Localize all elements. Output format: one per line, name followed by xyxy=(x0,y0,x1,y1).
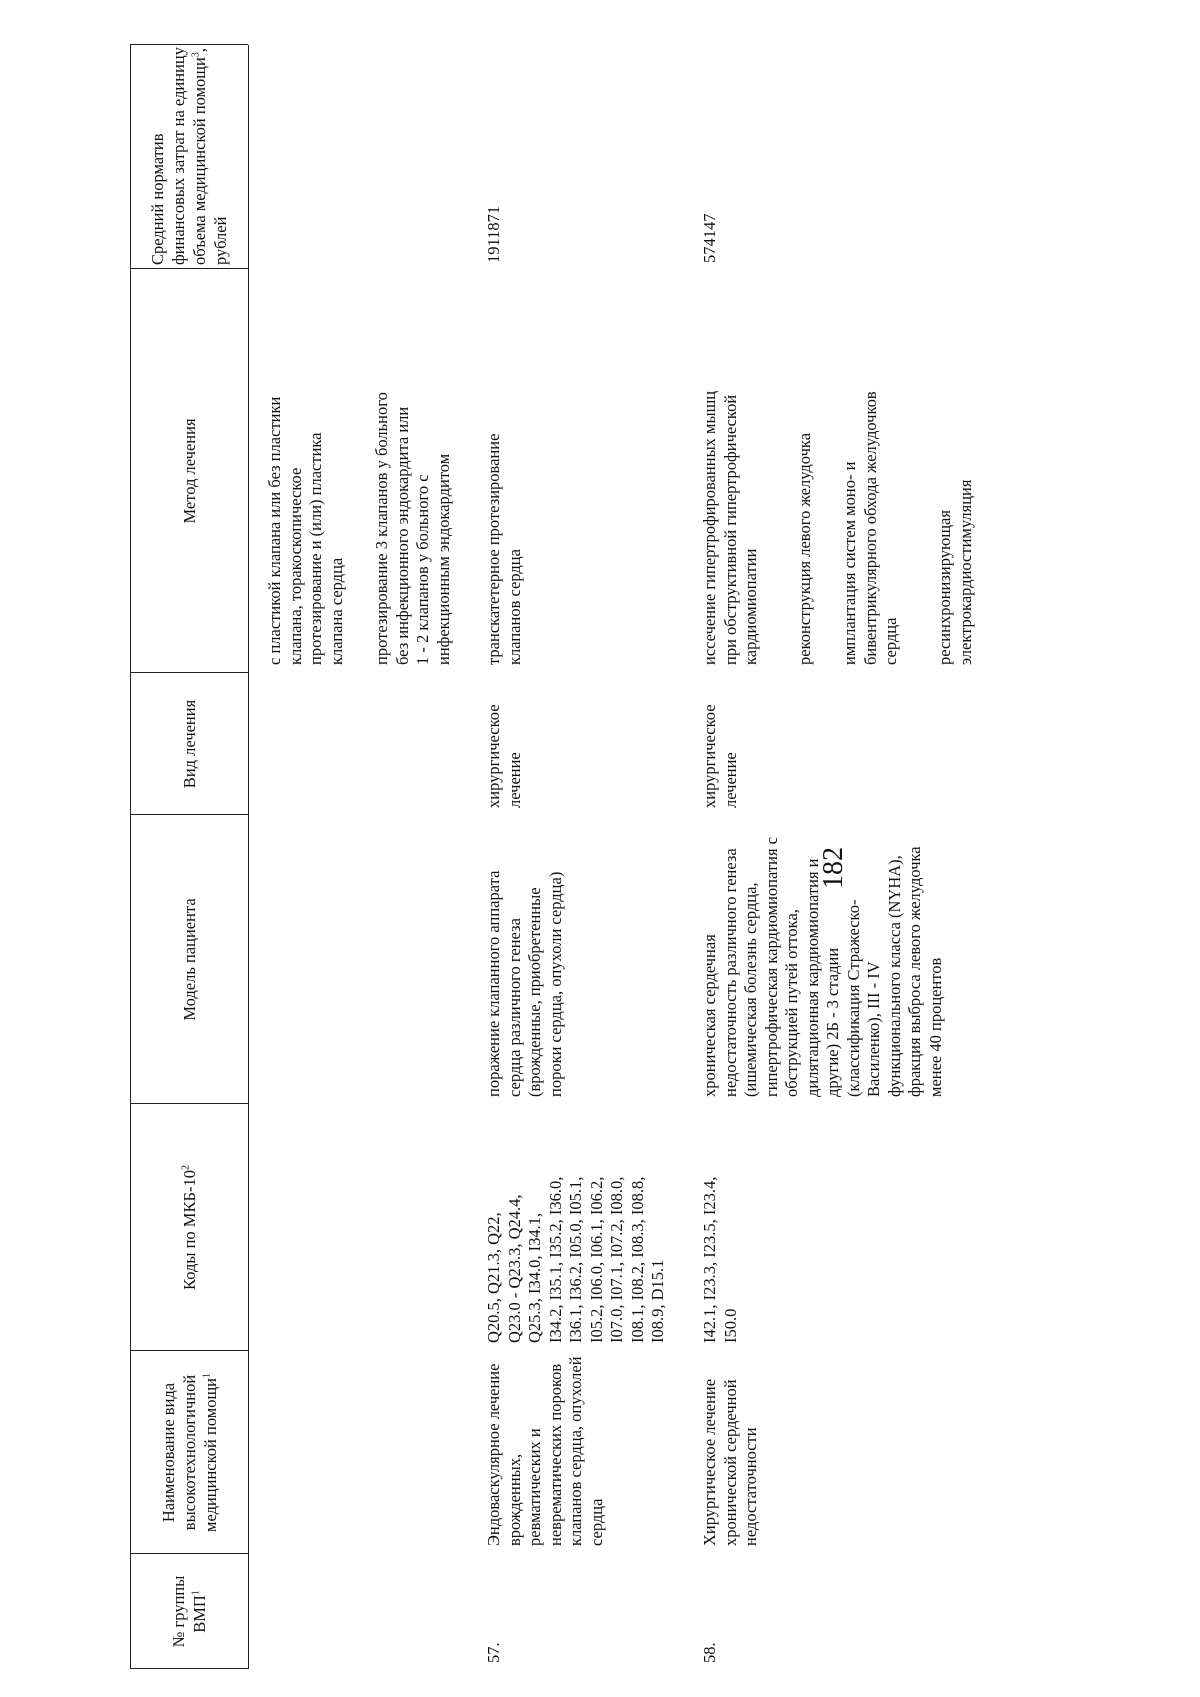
header-patient-model: Модель пациента xyxy=(179,898,199,1021)
treatment-method: имплантация систем моно- и бивентрикулярного обхода желудочков сердца xyxy=(840,391,900,665)
header-icd-codes: Коды по МКБ-$10^2$ xyxy=(179,1165,199,1290)
cost-value: 574147 xyxy=(700,213,719,263)
header-group-number: № группы ВМП$^1$ xyxy=(169,1575,209,1648)
continuation-method-2: протезирование 3 клапанов у больного без инфекционного эндокардита или 1 - 2 клапанов у больного с инфекционным эндокардитом xyxy=(372,392,453,665)
col-line xyxy=(130,44,248,45)
cost-value: 1911871 xyxy=(484,205,503,263)
treatment-method: иссечение гипертрофированных мышц при обструктивной гипертрофической кардиомиопатии xyxy=(700,390,760,665)
treatment-method: реконструкция левого желудочка xyxy=(795,432,814,665)
row-number: 57. xyxy=(484,1642,503,1663)
treatment-type: хирургическое лечение xyxy=(484,704,524,808)
header-treatment-type: Вид лечения xyxy=(179,699,199,789)
care-name: Хирургическое лечение хронической сердечной недостаточности xyxy=(700,1378,760,1546)
patient-model: поражение клапанного аппарата сердца различного генеза (врожденные, приобретенные пороки сердца, опухоли сердца) xyxy=(484,870,565,1097)
treatment-type: хирургическое лечение xyxy=(700,704,740,808)
continuation-method-1: с пластикой клапана или без пластики клапана, торакоскопическое протезирование и (или) пластика клапана сердца xyxy=(265,396,346,665)
page-number: 182 xyxy=(818,847,849,889)
care-name: Эндоваскулярное лечение врожденных, ревматических и неврематических пороков клапанов сердца, опухолей сердца xyxy=(484,1356,606,1546)
icd-codes: Q20.5, Q21.3, Q22, Q23.0 - Q23.3, Q24.4, Q25.3, I34.0, I34.1, I34.2, I35.1, I35.2, I36.0, I36.1, I36.2, I05.0, I05.1, I05.2, I06.0, I06.1, I06.2, I07.0, I07.1, I07.2, I08.0, I08.1, I08.2, I08.3, I08.8, I08.9, D15.1 xyxy=(484,1176,667,1343)
treatment-method: транскатетерное протезирование клапанов сердца xyxy=(484,433,524,665)
header-treatment-method: Метод лечения xyxy=(179,418,199,524)
patient-model: хроническая сердечная недостаточность различного генеза (ишемическая болезнь сердца, гипертрофическая кардиомиопатия с обструкцией путей оттока, дилятационная кардиомиопатия и другие) 2Б - 3 стадии (классификация Стражеско- Василенко), III - IV функционального класса (NYHA), фракция выброса левого желудочка менее 40 процентов xyxy=(700,837,945,1097)
icd-codes: I42.1, I23.3, I23.5, I23.4, I50.0 xyxy=(700,1176,740,1343)
header-bottom-line xyxy=(248,45,249,1669)
treatment-method: ресинхронизирующая электрокардиостимуляция xyxy=(935,479,975,665)
header-care-name: Наименование вида высокотехнологичной медицинской помощи$^1$ xyxy=(158,1373,220,1532)
header-cost-standard: Средний норматив финансовых затрат на единицу объема медицинской помощи$^3$, рублей xyxy=(148,47,230,265)
row-number: 58. xyxy=(700,1642,719,1663)
